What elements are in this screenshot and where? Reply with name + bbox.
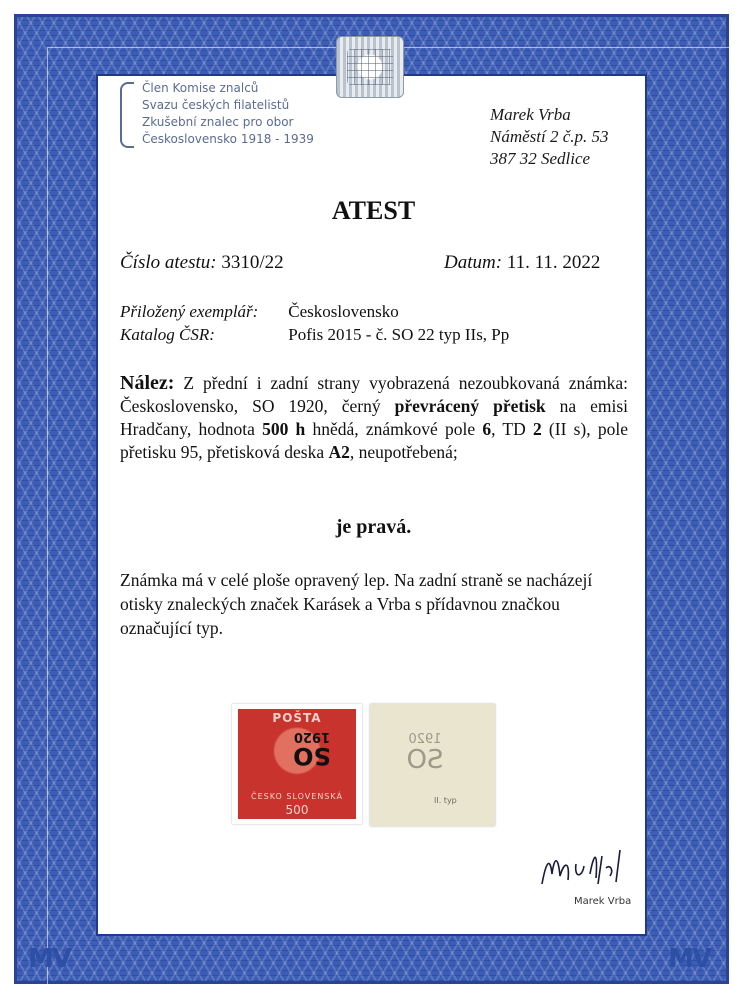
expert-street: Náměstí 2 č.p. 53	[490, 127, 609, 146]
finding-text: hnědá, známkové pole	[305, 419, 483, 439]
expert-city: 387 32 Sedlice	[490, 149, 591, 168]
certificate-number-label: Číslo atestu:	[120, 252, 217, 273]
finding-text: , neupotřebená;	[349, 442, 458, 462]
stamp-front-image	[232, 704, 362, 824]
stamp-front-country: ČESKO SLOVENSKÁ	[251, 792, 343, 801]
finding-label: Nález:	[120, 372, 175, 394]
certificate-number	[120, 252, 284, 274]
stamp-overprint-year: 1920	[293, 729, 331, 744]
item-label: Přiložený exemplář:	[120, 302, 259, 321]
catalog-label: Katalog ČSR:	[120, 325, 215, 344]
catalog-row	[120, 323, 620, 346]
signature-name: Marek Vrba	[574, 896, 632, 907]
item-row	[120, 300, 620, 323]
footer-logo-right: MV	[668, 944, 710, 974]
stamp-overprint-so: SO	[293, 742, 331, 770]
certificate-title: ATEST	[331, 196, 416, 225]
stamp-overprint	[282, 729, 342, 768]
signature-icon	[536, 844, 646, 894]
finding-bold: 500 h	[262, 419, 306, 439]
certificate-date	[444, 252, 600, 274]
stamp-front-top-text: POŠTA	[272, 711, 322, 725]
issuer-logo-icon	[120, 82, 134, 148]
item-details	[120, 300, 620, 346]
finding-text: (II s), pole přetisku 95, přetisková deska	[120, 419, 628, 462]
finding-bold: převrácený přetisk	[394, 396, 546, 416]
stamp-back-show-through	[390, 732, 460, 773]
stamp-back-year: 1920	[408, 732, 442, 747]
finding-text: , TD	[491, 419, 533, 439]
note-paragraph: Známka má v celé ploše opravený lep. Na zadní straně se nacházejí otisky znaleckých značek Karásek a Vrba s přídavnou značkou označující typ.	[120, 570, 593, 638]
finding-bold: A2	[328, 442, 350, 462]
stamp-front-design	[238, 709, 356, 819]
certificate-date-label: Datum:	[444, 252, 503, 273]
hologram-seal-icon	[336, 36, 404, 98]
certificate-number-value: 3310/22	[221, 252, 284, 273]
expert-address	[490, 104, 640, 170]
stamp-back-so: SO	[406, 745, 444, 775]
issuer-line-1: Člen Komise znalců	[142, 81, 259, 95]
hologram-grid	[347, 49, 393, 85]
finding-text: na emisi Hradčany, hodnota	[120, 396, 629, 439]
certificate-body	[96, 74, 647, 936]
certificate-date-value: 11. 11. 2022	[506, 252, 601, 273]
expert-name: Marek Vrba	[490, 105, 571, 124]
verdict: je pravá.	[335, 516, 412, 538]
footer-logo-left: MV	[28, 944, 70, 974]
item-value: Československo	[288, 302, 399, 321]
expert-marks: II. typ	[434, 796, 457, 805]
catalog-value: Pofis 2015 - č. SO 22 typ IIs, Pp	[288, 325, 510, 344]
finding-text: Z přední i zadní strany vyobrazená nezoubkovaná známka: Československo, SO 1920, černý	[120, 373, 628, 416]
finding-bold: 6	[482, 419, 492, 439]
stamp-front-value: 500	[285, 803, 309, 817]
finding-bold: 2	[532, 419, 542, 439]
issuer-line-2: Svazu českých filatelistů	[142, 98, 290, 112]
finding-paragraph	[120, 372, 628, 464]
stamp-back-image	[370, 704, 495, 826]
issuer-line-3: Zkušební znalec pro obor	[142, 115, 294, 129]
issuer-line-4: Československo 1918 - 1939	[142, 132, 314, 146]
